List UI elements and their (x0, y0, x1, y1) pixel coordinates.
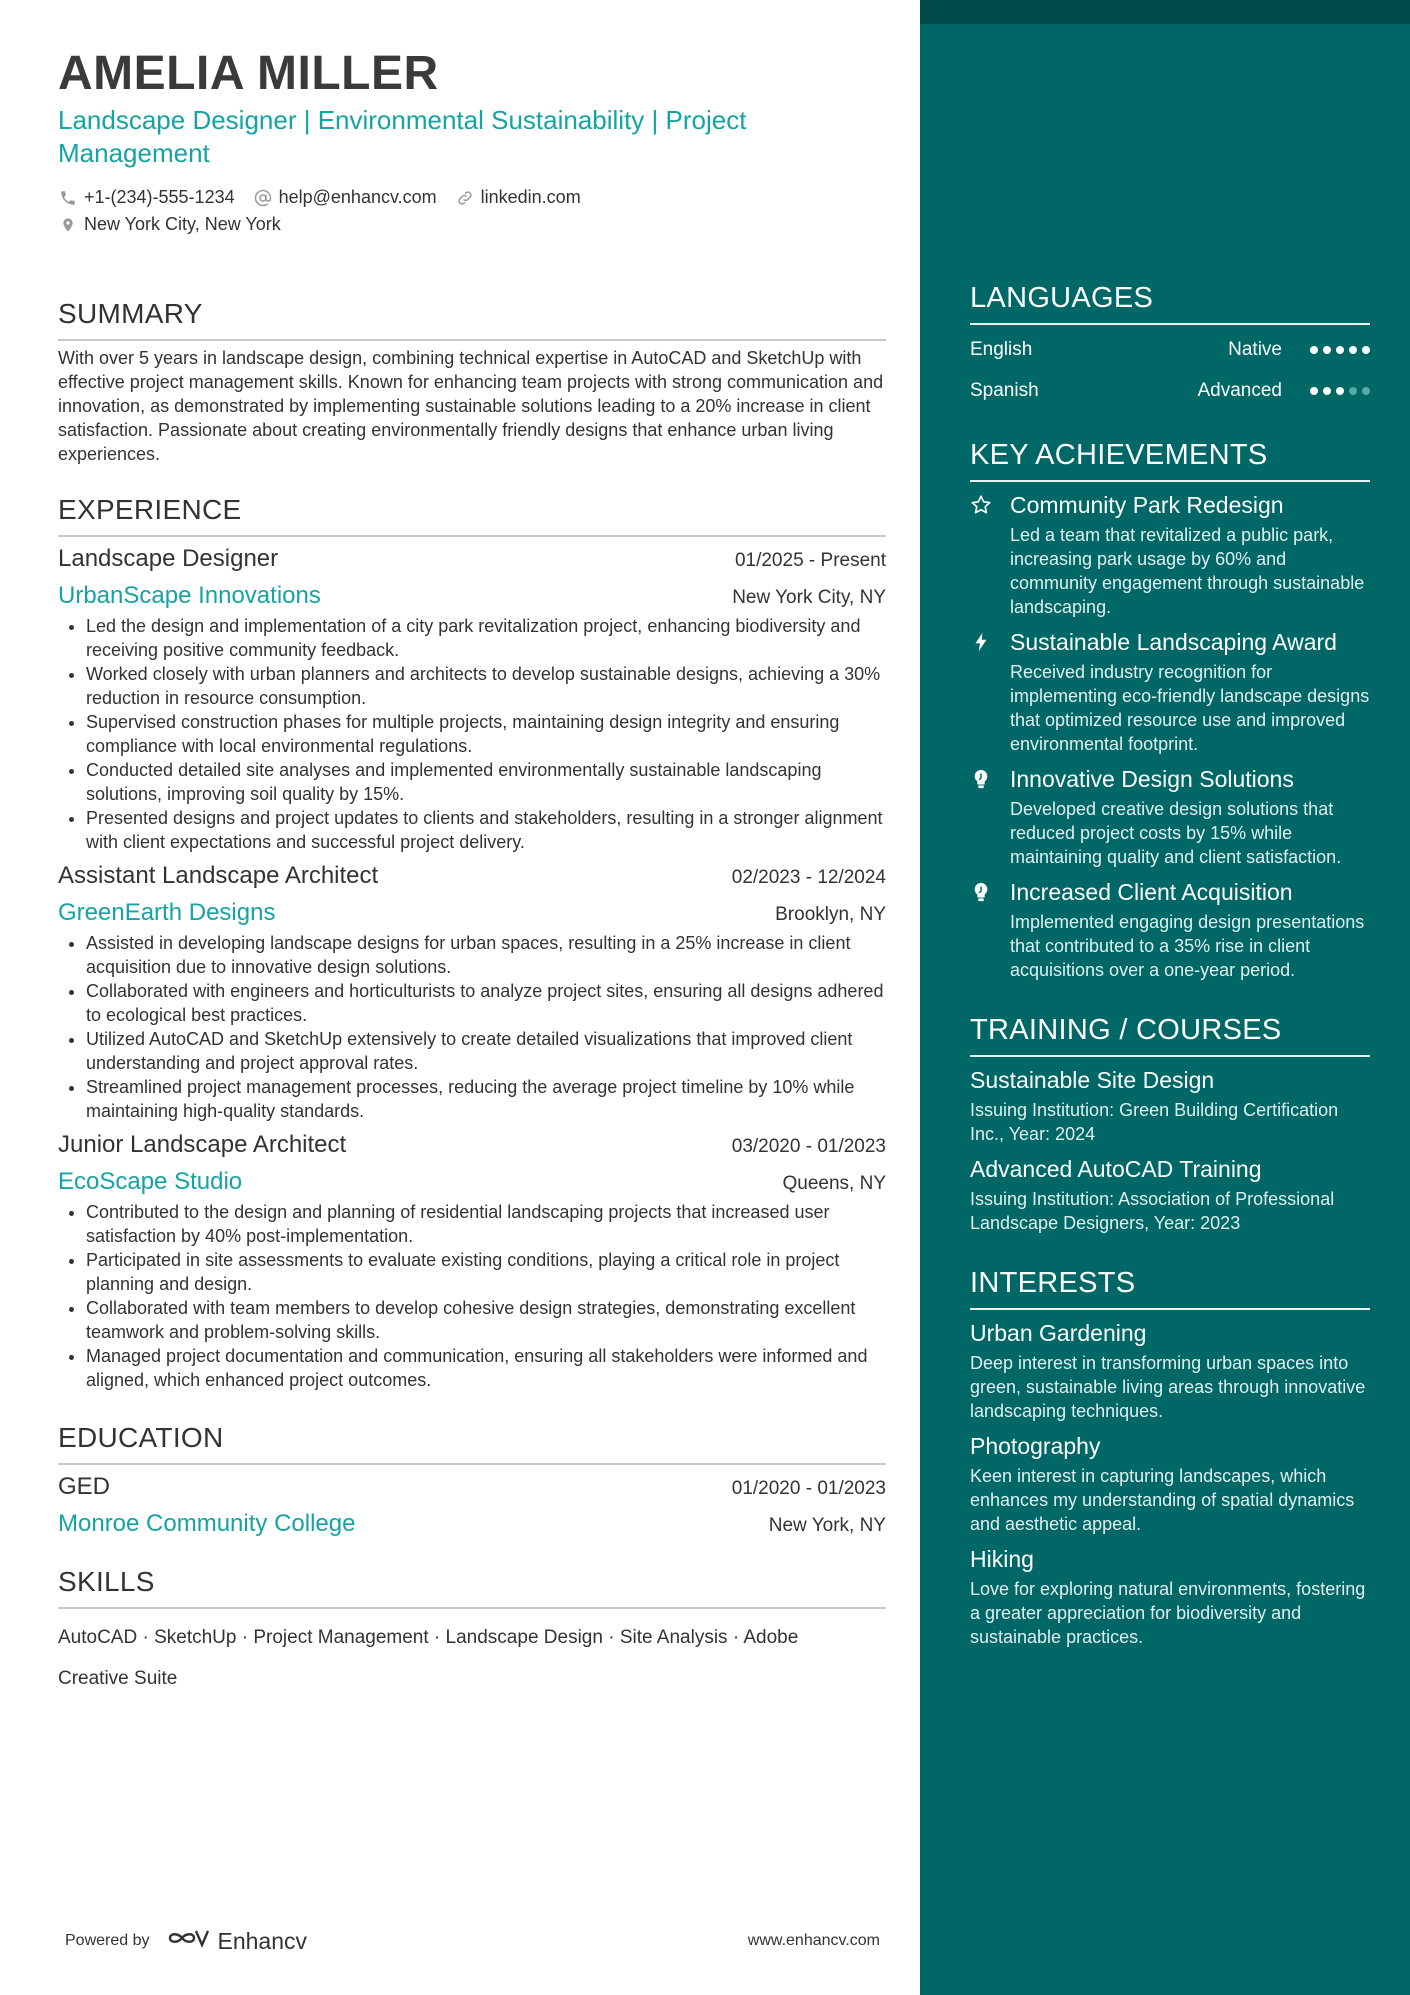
education-school-row (58, 1508, 886, 1540)
education-entry (58, 1471, 886, 1540)
achievement-body (1010, 878, 1370, 982)
star-icon (970, 491, 1010, 619)
bullet-item: • Utilized AutoCAD and SketchUp extensively to create detailed visualizations that improved client understanding and project approval rates. (86, 1027, 886, 1075)
achievement-desc: Received industry recognition for implementing eco-friendly landscape designs that optimized resource use and improved environmental footprint. (1010, 662, 1370, 754)
contact-row-1 (58, 184, 886, 211)
achievement-item (970, 765, 1370, 869)
experience-section (58, 492, 886, 1392)
sidebar-content (970, 278, 1370, 1649)
section-divider (970, 1308, 1370, 1310)
job-location: Queens, NY (782, 1173, 886, 1194)
interest-desc: Deep interest in transforming urban spaces into green, sustainable living areas through innovative landscaping techniques. (970, 1353, 1366, 1421)
lightbulb-icon (970, 765, 1010, 869)
languages-title: LANGUAGES (970, 282, 1154, 314)
location-pin-icon (58, 215, 78, 235)
footer (65, 1926, 880, 1956)
achievement-body (1010, 765, 1370, 869)
enhancv-logo[interactable] (166, 1926, 308, 1956)
job-header (58, 543, 886, 575)
bullet-item: • Conducted detailed site analyses and implemented environmentally sustainable landscaping solutions, improving soil quality by 15%. (86, 758, 886, 806)
achievement-desc: Developed creative design solutions that reduced project costs by 15% while maintaining quality and client satisfaction. (1010, 799, 1342, 867)
proficiency-dot (1349, 387, 1357, 395)
job-title: Junior Landscape Architect (58, 1131, 347, 1158)
summary-section (58, 296, 886, 466)
linkedin-contact[interactable] (455, 184, 581, 211)
language-name: Spanish (970, 379, 1039, 401)
education-section (58, 1420, 886, 1540)
enhancv-brand: Enhancv (217, 1927, 308, 1954)
training-title: TRAINING / COURSES (970, 1014, 1282, 1046)
skills-title: SKILLS (58, 1566, 155, 1597)
proficiency-dot (1323, 387, 1331, 395)
proficiency-dot (1336, 346, 1344, 354)
job-location: Brooklyn, NY (775, 904, 886, 925)
company-name: EcoScape Studio (58, 1168, 243, 1195)
skills-section (58, 1564, 886, 1699)
job-header (58, 860, 886, 892)
interest-item (970, 1545, 1370, 1649)
education-date: 01/2020 - 01/2023 (731, 1478, 886, 1499)
job-date: 03/2020 - 01/2023 (731, 1136, 886, 1157)
job-date: 01/2025 - Present (734, 550, 886, 571)
training-title-text: Advanced AutoCAD Training (970, 1156, 1262, 1182)
achievement-item (970, 491, 1370, 619)
lightning-icon (970, 628, 1010, 756)
bullet-item: • Presented designs and project updates to clients and stakeholders, resulting in a stronger alignment with client expectations and successful project delivery. (86, 806, 886, 854)
proficiency-dot (1362, 346, 1370, 354)
section-divider (970, 1055, 1370, 1057)
interest-item (970, 1432, 1370, 1536)
proficiency-dot (1310, 346, 1318, 354)
degree: GED (58, 1473, 111, 1500)
summary-title: SUMMARY (58, 298, 203, 329)
company-name: GreenEarth Designs (58, 899, 276, 926)
job-date: 02/2023 - 12/2024 (731, 867, 886, 888)
job-bullets (58, 614, 886, 854)
training-item (970, 1155, 1370, 1235)
section-divider (58, 535, 886, 537)
proficiency-dots (1310, 346, 1370, 354)
job-company-row (58, 897, 886, 929)
section-divider (58, 1463, 886, 1465)
job-company-row (58, 1166, 886, 1198)
contact-row-2 (58, 211, 886, 238)
bullet-item: • Collaborated with team members to develop cohesive design strategies, demonstrating excellent teamwork and problem-solving skills. (86, 1296, 886, 1344)
bullet-item: • Contributed to the design and planning of residential landscaping projects that increased user satisfaction by 40% post-implementation. (86, 1200, 886, 1248)
job-bullets (58, 1200, 886, 1392)
education-title: EDUCATION (58, 1422, 224, 1453)
proficiency-dot (1362, 387, 1370, 395)
achievement-body (1010, 491, 1370, 619)
linkedin-link[interactable]: linkedin.com (480, 187, 581, 207)
powered-by (65, 1926, 307, 1956)
education-header (58, 1471, 886, 1503)
interest-title: Hiking (970, 1546, 1034, 1572)
enhancv-logo-icon (166, 1926, 212, 1956)
powered-by-label: Powered by (65, 1932, 150, 1949)
bullet-item: • Led the design and implementation of a city park revitalization project, enhancing biodiversity and receiving positive community feedback. (86, 614, 886, 662)
proficiency-dot (1336, 387, 1344, 395)
training-desc: Issuing Institution: Association of Professional Landscape Designers, Year: 2023 (970, 1189, 1335, 1233)
at-sign-icon (253, 188, 273, 208)
website-link[interactable]: www.enhancv.com (747, 1932, 880, 1949)
language-item (970, 374, 1370, 407)
phone-number: +1-(234)-555-1234 (84, 187, 235, 207)
job-entry (58, 1129, 886, 1392)
achievement-title: Increased Client Acquisition (1010, 879, 1293, 905)
languages-section (970, 278, 1370, 407)
achievement-item (970, 878, 1370, 982)
achievement-title: Community Park Redesign (1010, 492, 1284, 518)
interest-title: Photography (970, 1433, 1101, 1459)
bullet-item: • Participated in site assessments to evaluate existing conditions, playing a critical role in project planning and design. (86, 1248, 886, 1296)
achievement-item (970, 628, 1370, 756)
location-text: New York City, New York (84, 214, 281, 234)
language-item (970, 333, 1370, 366)
interest-desc: Keen interest in capturing landscapes, which enhances my understanding of spatial dynamics and aesthetic appeal. (970, 1466, 1355, 1534)
lightbulb-icon (970, 878, 1010, 982)
job-title: Landscape Designer (58, 545, 279, 572)
job-title: Assistant Landscape Architect (58, 862, 379, 889)
job-header (58, 1129, 886, 1161)
job-bullets (58, 931, 886, 1123)
bullet-item: • Supervised construction phases for multiple projects, maintaining design integrity and ensuring compliance with local environmental regulations. (86, 710, 886, 758)
proficiency-dot (1349, 346, 1357, 354)
bullet-item: • Managed project documentation and communication, ensuring all stakeholders were informed and aligned, which enhanced project outcomes. (86, 1344, 886, 1392)
skills-list: AutoCAD · SketchUp · Project Management · Landscape Design · Site Analysis · Adobe Creative Suite (58, 1627, 799, 1689)
link-icon (455, 188, 475, 208)
achievement-body (1010, 628, 1370, 756)
section-divider (58, 339, 886, 341)
bullet-item: • Assisted in developing landscape designs for urban spaces, resulting in a 25% increase in client acquisition due to innovative design solutions. (86, 931, 886, 979)
email-contact[interactable] (253, 184, 437, 211)
location-contact (58, 211, 281, 238)
interests-section (970, 1263, 1370, 1649)
achievement-desc: Led a team that revitalized a public park, increasing park usage by 60% and community engagement through sustainable landscaping. (1010, 525, 1365, 617)
section-divider (970, 323, 1370, 325)
section-divider (970, 480, 1370, 482)
headline: Landscape Designer | Environmental Sustainability | Project Management (58, 105, 747, 168)
training-title-text: Sustainable Site Design (970, 1067, 1215, 1093)
job-entry (58, 860, 886, 1123)
achievement-title: Sustainable Landscaping Award (1010, 629, 1337, 655)
job-company-row (58, 580, 886, 612)
interest-title: Urban Gardening (970, 1320, 1147, 1346)
job-location: New York City, NY (732, 587, 886, 608)
bullet-item: • Streamlined project management processes, reducing the average project timeline by 10% while maintaining high-quality standards. (86, 1075, 886, 1123)
achievements-title: KEY ACHIEVEMENTS (970, 439, 1268, 471)
candidate-name: AMELIA MILLER (58, 47, 439, 100)
email-address[interactable]: help@enhancv.com (278, 187, 437, 207)
interests-title: INTERESTS (970, 1267, 1136, 1299)
section-divider (58, 1607, 886, 1609)
achievements-section (970, 435, 1370, 982)
proficiency-dot (1310, 387, 1318, 395)
proficiency-dot (1323, 346, 1331, 354)
job-entry (58, 543, 886, 854)
proficiency-dots (1310, 387, 1370, 395)
language-level: Native (1228, 338, 1282, 360)
experience-title: EXPERIENCE (58, 494, 242, 525)
language-name: English (970, 338, 1033, 360)
bullet-item: • Worked closely with urban planners and architects to develop sustainable designs, achieving a 30% reduction in resource consumption. (86, 662, 886, 710)
interest-item (970, 1319, 1370, 1423)
language-level: Advanced (1197, 379, 1282, 401)
sidebar-top-bar (920, 0, 1410, 24)
school-location: New York, NY (768, 1515, 886, 1536)
phone-icon (58, 188, 78, 208)
training-section (970, 1010, 1370, 1235)
training-item (970, 1066, 1370, 1146)
interest-desc: Love for exploring natural environments, fostering a greater appreciation for biodiversity and sustainable practices. (970, 1579, 1366, 1647)
contact-info (58, 184, 886, 238)
summary-text: With over 5 years in landscape design, combining technical expertise in AutoCAD and SketchUp with effective project management skills. Known for enhancing team projects with strong communication and innovation, as demonstrated by implementing sustainable solutions leading to a 20% increase in client satisfaction. Passionate about creating environmentally friendly designs that enhance urban living experiences. (58, 348, 884, 464)
phone-contact (58, 184, 235, 211)
sidebar (920, 0, 1410, 1995)
main-content (58, 44, 886, 1699)
training-desc: Issuing Institution: Green Building Certification Inc., Year: 2024 (970, 1100, 1339, 1144)
achievement-desc: Implemented engaging design presentations that contributed to a 35% rise in client acquisitions over a one-year period. (1010, 912, 1365, 980)
school-name: Monroe Community College (58, 1510, 356, 1537)
bullet-item: • Collaborated with engineers and horticulturists to analyze project sites, ensuring all designs adhered to ecological best practices. (86, 979, 886, 1027)
company-name: UrbanScape Innovations (58, 582, 321, 609)
achievement-title: Innovative Design Solutions (1010, 766, 1294, 792)
